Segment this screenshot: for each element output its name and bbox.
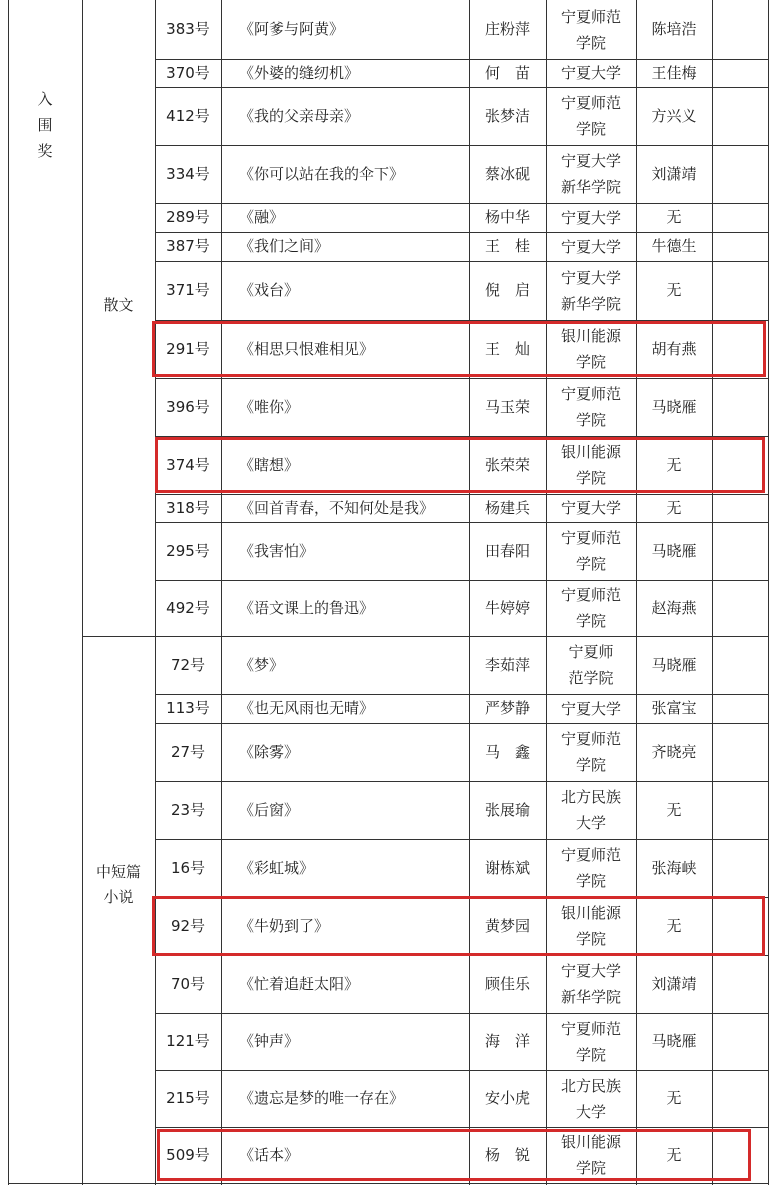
table-cell-title: 《我的父亲母亲》 xyxy=(239,106,360,125)
school-line: 宁夏大学 xyxy=(560,208,621,227)
school-line: 银川能源 xyxy=(560,443,621,461)
school-line: 范学院 xyxy=(568,669,614,687)
table-cell-teacher: 无 xyxy=(666,281,682,299)
table-cell-school xyxy=(546,436,636,494)
table-cell-title: 《唯你》 xyxy=(239,397,300,416)
school-line: 宁夏师范 xyxy=(560,730,621,748)
school-line: 宁夏大学 xyxy=(560,268,621,287)
table-cell-title: 《钟声》 xyxy=(239,1032,300,1050)
table-cell-school xyxy=(546,261,636,320)
table-cell-title: 《瞎想》 xyxy=(239,455,300,474)
school-line: 宁夏大学 xyxy=(560,152,621,170)
table-cell-teacher: 张富宝 xyxy=(651,699,697,717)
table-cell-no: 383号 xyxy=(166,20,210,38)
table-cell-author: 杨 锐 xyxy=(484,1145,530,1164)
table-cell-title: 《阿爹与阿黄》 xyxy=(239,20,345,38)
table-cell-school xyxy=(546,0,636,59)
table-cell-teacher: 齐晓亮 xyxy=(651,742,697,761)
table-cell-title: 《你可以站在我的伞下》 xyxy=(239,164,405,183)
table-cell-title: 《融》 xyxy=(239,208,285,226)
table-cell-teacher: 无 xyxy=(666,800,682,819)
table-cell-title: 《遗忘是梦的唯一存在》 xyxy=(239,1089,405,1107)
table-cell-no: 334号 xyxy=(166,164,210,183)
table-cell-title: 《外婆的缝纫机》 xyxy=(239,63,360,82)
table-cell-no: 23号 xyxy=(170,800,206,819)
table-cell-teacher: 牛德生 xyxy=(651,237,697,255)
table-cell-school xyxy=(546,232,636,261)
table-cell-no: 318号 xyxy=(166,498,210,517)
table-cell-author: 安小虎 xyxy=(484,1089,530,1107)
table-cell-no: 72号 xyxy=(170,655,206,674)
table-cell-author: 杨建兵 xyxy=(484,498,530,517)
table-cell-teacher: 马晓雁 xyxy=(651,1032,697,1050)
school-line: 学院 xyxy=(575,555,606,573)
table-cell-school xyxy=(546,59,636,87)
table-cell-title: 《戏台》 xyxy=(239,281,300,299)
school-line: 宁夏师范 xyxy=(560,94,621,112)
category-fiction-line-1: 中短篇 xyxy=(95,863,141,881)
table-cell-no: 27号 xyxy=(170,742,206,761)
table-cell-author: 蔡冰砚 xyxy=(484,164,530,183)
school-line: 北方民族 xyxy=(560,788,621,806)
table-cell-author: 顾佳乐 xyxy=(484,974,530,993)
school-line: 大学 xyxy=(575,814,606,832)
table-cell-no: 70号 xyxy=(170,974,206,993)
school-line: 学院 xyxy=(575,120,606,138)
table-cell-school xyxy=(546,522,636,580)
table-cell-title: 《忙着追赶太阳》 xyxy=(239,974,360,993)
school-line: 学院 xyxy=(575,872,606,890)
table-cell-title: 《相思只恨难相见》 xyxy=(239,339,375,358)
table-cell-teacher: 无 xyxy=(666,455,682,474)
school-line: 宁夏师范 xyxy=(560,529,621,547)
table-cell-title: 《除雾》 xyxy=(239,742,300,761)
school-line: 学院 xyxy=(575,411,606,429)
table-cell-teacher: 马晓雁 xyxy=(651,397,697,416)
table-cell-teacher: 王佳梅 xyxy=(651,63,697,82)
table-cell-no: 509号 xyxy=(166,1145,210,1164)
table-cell-teacher: 胡有燕 xyxy=(651,339,697,358)
school-line: 宁夏师范 xyxy=(560,1019,621,1038)
school-line: 学院 xyxy=(575,612,606,630)
table-cell-title: 《后窗》 xyxy=(239,800,300,819)
table-cell-teacher: 无 xyxy=(666,1145,682,1164)
school-line: 新华学院 xyxy=(560,988,621,1006)
table-cell-title: 《我害怕》 xyxy=(239,541,315,560)
award-char-2: 围 xyxy=(37,116,53,134)
table-cell-title: 《语文课上的鲁迅》 xyxy=(239,598,375,617)
table-cell-author: 马玉荣 xyxy=(484,397,530,416)
table-cell-school xyxy=(546,580,636,636)
table-cell-no: 289号 xyxy=(166,208,210,226)
school-line: 学院 xyxy=(575,469,606,487)
table-cell-no: 387号 xyxy=(166,237,210,255)
school-line: 学院 xyxy=(575,930,606,948)
table-cell-teacher: 马晓雁 xyxy=(651,541,697,560)
category-fiction xyxy=(82,855,155,915)
table-cell-school xyxy=(546,203,636,232)
table-cell-no: 396号 xyxy=(166,397,210,416)
table-cell-author: 张展瑜 xyxy=(484,800,530,819)
school-line: 新华学院 xyxy=(560,294,621,313)
table-cell-author: 黄梦园 xyxy=(484,916,530,935)
award-label xyxy=(8,85,82,165)
table-cell-school xyxy=(546,320,636,378)
column-divider xyxy=(768,0,769,1185)
table-cell-school xyxy=(546,897,636,955)
table-cell-school xyxy=(546,87,636,145)
column-divider xyxy=(8,0,9,1185)
table-cell-author: 张荣荣 xyxy=(484,455,530,474)
school-line: 宁夏师范 xyxy=(560,7,621,26)
table-cell-teacher: 无 xyxy=(666,208,682,226)
table-cell-author: 严梦静 xyxy=(484,699,530,717)
table-cell-teacher: 张海峡 xyxy=(651,858,697,877)
table-cell-no: 374号 xyxy=(166,455,210,474)
school-line: 学院 xyxy=(575,353,606,371)
table-cell-no: 370号 xyxy=(166,63,210,82)
table-cell-author: 马 鑫 xyxy=(484,742,530,761)
table-cell-no: 16号 xyxy=(170,858,206,877)
table-cell-no: 371号 xyxy=(166,281,210,299)
table-cell-no: 412号 xyxy=(166,106,210,125)
table-cell-author: 王 桂 xyxy=(484,237,530,255)
table-cell-author: 庄粉萍 xyxy=(484,20,530,38)
table-cell-author: 海 洋 xyxy=(484,1032,530,1050)
school-line: 宁夏大学 xyxy=(560,499,621,517)
table-cell-title: 《话本》 xyxy=(239,1145,300,1164)
school-line: 宁夏师范 xyxy=(560,385,621,403)
table-cell-title: 《牛奶到了》 xyxy=(239,916,330,935)
table-cell-school xyxy=(546,781,636,839)
table-cell-no: 92号 xyxy=(170,916,206,935)
table-cell-teacher: 刘潇靖 xyxy=(651,164,697,183)
table-cell-no: 121号 xyxy=(166,1032,210,1050)
table-cell-author: 杨中华 xyxy=(484,208,530,226)
school-line: 宁夏师范 xyxy=(560,846,621,864)
category-prose xyxy=(82,290,155,320)
column-divider xyxy=(82,0,83,1185)
school-line: 新华学院 xyxy=(560,178,621,196)
table-cell-title: 《梦》 xyxy=(239,655,285,674)
table-cell-author: 何 苗 xyxy=(484,63,530,82)
table-cell-school xyxy=(546,723,636,781)
table-cell-school xyxy=(546,378,636,436)
table-cell-teacher: 方兴义 xyxy=(651,106,697,125)
table-cell-school xyxy=(546,694,636,723)
table-cell-no: 113号 xyxy=(166,699,210,717)
school-line: 大学 xyxy=(575,1102,606,1121)
table-cell-no: 492号 xyxy=(166,598,210,617)
table-cell-title: 《回首青春，不知何处是我》 xyxy=(239,498,435,517)
award-char-1: 入 xyxy=(37,90,53,108)
table-cell-teacher: 刘潇靖 xyxy=(651,974,697,993)
table-cell-school xyxy=(546,1127,636,1183)
table-cell-author: 李茹萍 xyxy=(484,655,530,674)
table-cell-author: 谢栋斌 xyxy=(484,858,530,877)
column-divider xyxy=(712,0,713,1185)
row-divider xyxy=(8,1183,768,1184)
table-cell-author: 倪 启 xyxy=(484,281,530,299)
table-cell-school xyxy=(546,636,636,694)
table-cell-no: 215号 xyxy=(166,1089,210,1107)
school-line: 宁夏大学 xyxy=(560,962,621,980)
table-cell-teacher: 赵海燕 xyxy=(651,598,697,617)
table-cell-school xyxy=(546,1013,636,1070)
table-cell-no: 295号 xyxy=(166,541,210,560)
school-line: 银川能源 xyxy=(560,327,621,345)
school-line: 宁夏大学 xyxy=(560,237,621,256)
school-line: 宁夏师 xyxy=(568,643,614,661)
table-cell-teacher: 马晓雁 xyxy=(651,655,697,674)
table-cell-author: 王 灿 xyxy=(484,339,530,358)
table-cell-school xyxy=(546,145,636,203)
school-line: 银川能源 xyxy=(560,1133,621,1151)
school-line: 学院 xyxy=(575,756,606,774)
category-prose-label: 散文 xyxy=(103,295,134,314)
school-line: 北方民族 xyxy=(560,1076,621,1095)
table-cell-title: 《我们之间》 xyxy=(239,237,330,255)
table-cell-school xyxy=(546,1070,636,1127)
table-cell-author: 牛婷婷 xyxy=(484,598,530,617)
award-char-3: 奖 xyxy=(37,142,53,160)
table-cell-teacher: 无 xyxy=(666,498,682,517)
school-line: 学院 xyxy=(575,1045,606,1064)
table-cell-author: 田春阳 xyxy=(484,541,530,560)
school-line: 宁夏大学 xyxy=(560,699,621,718)
table-cell-author: 张梦洁 xyxy=(484,106,530,125)
table-cell-teacher: 无 xyxy=(666,1089,682,1107)
table-cell-school xyxy=(546,955,636,1013)
table-cell-teacher: 陈培浩 xyxy=(651,20,697,38)
school-line: 学院 xyxy=(575,1159,606,1177)
category-fiction-line-2: 小说 xyxy=(103,888,134,906)
table-cell-school xyxy=(546,839,636,897)
school-line: 宁夏师范 xyxy=(560,586,621,604)
table-cell-teacher: 无 xyxy=(666,916,682,935)
school-line: 学院 xyxy=(575,33,606,52)
table-cell-no: 291号 xyxy=(166,339,210,358)
table-cell-school xyxy=(546,494,636,522)
table-cell-title: 《也无风雨也无晴》 xyxy=(239,699,375,717)
table-cell-title: 《彩虹城》 xyxy=(239,858,315,877)
school-line: 宁夏大学 xyxy=(560,64,621,82)
school-line: 银川能源 xyxy=(560,904,621,922)
